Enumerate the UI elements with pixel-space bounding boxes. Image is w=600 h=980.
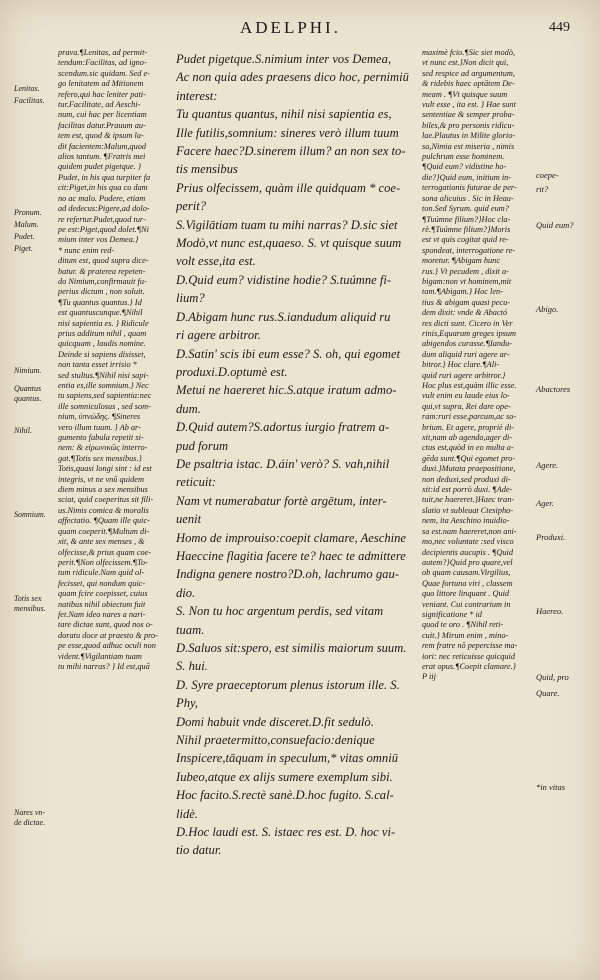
verse-line: D.Saluos sit:spero, est similis maiorum suum.	[176, 641, 407, 655]
verse-line: Ac non quia ades praesens dico hoc, pernimiū	[176, 70, 409, 85]
verse-line: Pudet pigetque.S.nimium inter vos Demea,	[176, 52, 392, 66]
commentary-line: erat opus.¶Coepit clamare.}	[422, 661, 516, 671]
commentary-line: re refertur.Pudet,quod tur-	[58, 214, 146, 224]
verse-line: S. hui.	[176, 659, 208, 674]
verse-line: lium?	[176, 291, 205, 306]
margin-note: Pronum.	[14, 208, 42, 217]
commentary-line: quod te oro . ¶Nihil reti-	[422, 620, 504, 630]
commentary-line: affectatio. ¶Quam ille quic-	[58, 516, 150, 526]
commentary-line: gat.¶Totis sex mensibus.}	[58, 453, 142, 463]
margin-note: coepe-	[536, 170, 559, 180]
commentary-line: nisi sapientia es. } Ridicule	[58, 318, 149, 328]
verse-line: tis mensibus	[176, 162, 238, 177]
verse-line: Prius olfecissem, quàm ille quidquam * coe-	[176, 180, 401, 195]
commentary-line: pe esse,quod adhuc oculi non	[58, 641, 156, 651]
verse-line: lidè.	[176, 806, 199, 821]
commentary-line: go lenitatem ad Mitionem	[58, 79, 144, 89]
verse-line: produxi.D.optumè est.	[176, 364, 288, 379]
margin-note: de dictae.	[14, 818, 46, 827]
margin-note: Haereo.	[536, 606, 564, 616]
verse-line: Hoc facito.S.rectè sanè.D.hoc fugito. S.cal-	[176, 788, 394, 803]
commentary-line: gēda sunt.¶Qui egomet pro-	[422, 453, 515, 463]
verse-line: Homo de improuiso:coepit clamare, Aeschine	[176, 530, 407, 545]
commentary-line: res dicti sunt. Cicero in Ver	[422, 318, 513, 328]
verse-line: D.Quid eum? vidistine hodie? S.tuúmne fi-	[176, 272, 392, 287]
margin-note: mensibus.	[14, 604, 46, 613]
commentary-line: dit facientem:Malum,quod	[58, 141, 147, 151]
commentary-line: fet.Nam ideo nares a nari-	[58, 609, 146, 619]
commentary-line: quicquam , laudis nomine.	[58, 339, 146, 349]
commentary-line: no ac malo. Pudere, etiam	[58, 193, 146, 203]
commentary-line: ¶Quid eum? vidistine ho-	[422, 162, 507, 172]
commentary-line: iori: nec reticuisse quicquid	[422, 651, 516, 661]
commentary-line: maximè fcio.¶Sic siet modò,	[422, 48, 516, 57]
verse-line: volt esse,ita est.	[176, 254, 256, 269]
verse-line: De psaltria istac. D.áin' verò? S. vah,nihil	[176, 456, 390, 471]
page-header	[240, 18, 570, 40]
commentary-line: xit, & ante sex menses , &	[58, 537, 145, 547]
commentary-line: integris, vt ne vnū quidem	[58, 474, 144, 484]
running-head: ADELPHI.	[240, 18, 341, 37]
commentary-line: tur.Facilitate, ad Aeschi-	[58, 100, 141, 110]
margin-note: Totis sex	[14, 594, 42, 603]
margin-note: rit?	[536, 184, 549, 194]
commentary-line: entia es,ille somnium.} Nec	[58, 381, 149, 390]
commentary-line: sed stultus.¶Nihil nisi sapi-	[58, 370, 149, 380]
commentary-line: est vt quis cogitat quid re-	[422, 235, 509, 245]
commentary-line: sa est.nam haereret,non ani-	[422, 526, 517, 536]
verse-line: Indigna genere nostro?D.oh, lachrumo gau-	[176, 567, 399, 582]
commentary-line: dem dixit: vnde & Abactó	[422, 308, 508, 318]
commentary-line: ctus est,quòd in eo multa a-	[422, 443, 514, 453]
commentary-line: pe est:Piget,quod dolet.¶Ni	[58, 224, 149, 234]
margin-note: quantus.	[14, 394, 42, 403]
commentary-line: abigendos curasse.¶Iandu-	[422, 339, 513, 349]
commentary-line: biles,& pro personis ridicu-	[422, 120, 515, 130]
commentary-line: xit,nam ab agendo,ager di-	[422, 433, 513, 443]
commentary-line: quam fcire coepisset, cuius	[58, 589, 148, 599]
margin-note: Quid eum?	[536, 220, 574, 230]
commentary-line: ton.Sed Syrum. quid eum?	[422, 204, 509, 214]
commentary-line: doratu doce at praesto & pro-	[58, 630, 158, 640]
commentary-line: slatio vt subleuat Ctesipho-	[422, 505, 514, 515]
commentary-line: non deduxi,sed produxi di-	[422, 474, 511, 484]
commentary-line: mium inter vos Demea.}	[58, 235, 139, 245]
commentary-line: us.Nimis comica & moralis	[58, 505, 149, 515]
commentary-line: mo,nec voluntate :sed visco	[422, 537, 514, 547]
verse-line: Ille futilis,somnium: sineres verò illum tuum	[176, 125, 399, 140]
margin-note: Agere.	[536, 460, 559, 470]
commentary-line: bigam:non vt hominem,mit	[422, 276, 512, 286]
margin-note: Ager.	[536, 498, 554, 508]
commentary-line: lae.Plautus in Milite glorio-	[422, 131, 516, 141]
commentary-line: die?}Quid eum, initium in-	[422, 172, 512, 182]
commentary-line: quam coeperit.¶Multum di-	[58, 526, 150, 536]
commentary-line: tius & abigam quasi pecu-	[422, 297, 511, 307]
commentary-line: olfecisse,& prius quam coe-	[58, 547, 152, 557]
right-commentary-column	[422, 48, 532, 683]
verse-line: ri agere arbitror.	[176, 328, 261, 343]
commentary-line: nium, ὑπνώδης. ¶Sineres	[58, 412, 141, 422]
margin-note: Abactores	[536, 384, 571, 394]
verse-line: interest:	[176, 88, 218, 103]
commentary-line: Pudet, in his qua turpiter fa	[58, 172, 151, 182]
commentary-line: quid ruri agere arbitror.}	[422, 370, 506, 380]
margin-note: Nares vn-	[14, 808, 46, 817]
commentary-line: ad dedecus:Pigere,ad dolo-	[58, 204, 150, 214]
verse-line: D.Satin' scis ibi eum esse? S. oh, qui egomet	[176, 346, 401, 361]
commentary-line: ¶Tu quantus quantus.} Id	[58, 297, 142, 307]
commentary-line: facilitas datur.Prauum au-	[58, 120, 146, 130]
margin-note: Facilitas.	[14, 96, 45, 105]
verse-line: dio.	[176, 585, 196, 600]
commentary-line: cuit.} Mirum enim , mino-	[422, 630, 509, 640]
commentary-line: tem est, quod & ipsum la-	[58, 131, 144, 141]
commentary-line: diem minus a sex mensibus	[58, 485, 148, 495]
commentary-line: non tanta esset irrisio *	[58, 360, 137, 370]
margin-note: Quare.	[536, 688, 560, 698]
commentary-line: natibus nihil obiectum fuit	[58, 599, 146, 609]
margin-note: Somnium.	[14, 510, 46, 519]
verse-line: Inspicere,tāquam in speculum,* vitas omniū	[176, 751, 398, 766]
commentary-line: veniant. Cui contrarium in	[422, 599, 511, 609]
verse-line: D.Hoc laudi est. S. istaec res est. D. hoc vi-	[176, 825, 396, 840]
commentary-line: tu sapiens,sed sapientia:nec	[58, 391, 152, 401]
verse-line: reticuit:	[176, 475, 217, 490]
commentary-line: rem fratre nō pepercisse ma-	[422, 641, 518, 651]
commentary-line: P iij	[422, 672, 436, 682]
margin-note: Pudet.	[14, 232, 35, 241]
commentary-line: Hoc plus est,quàm illic esse.	[422, 381, 517, 390]
commentary-line: vt nunc est.}Non dicit qui,	[422, 58, 509, 68]
commentary-line: dum aliquid ruri agere ar-	[422, 349, 510, 359]
commentary-line: est quantuscunque.¶Nihil	[58, 308, 143, 318]
commentary-line: significatione * id	[422, 609, 482, 619]
commentary-line: nem: & εἰρωνικῶς interro-	[58, 443, 148, 453]
commentary-line: so,Nimia est miseria , nimis	[422, 141, 515, 151]
commentary-line: vident.¶Vigilantiam tuam	[58, 651, 142, 661]
margin-note: Lenitas.	[14, 84, 40, 93]
page-number: 449	[549, 20, 570, 35]
verse-line: Iubeo,atque ex alijs sumere exemplum sibi.	[176, 769, 393, 784]
commentary-line: sciat, quid coeperitus sit fili-	[58, 495, 154, 505]
margin-note: Nihil.	[14, 426, 33, 435]
margin-note: Quid, pro	[536, 672, 569, 682]
margin-note: Quantus	[14, 384, 42, 393]
commentary-line: & ridebis haec optātem De-	[422, 79, 515, 89]
left-commentary-column	[58, 48, 170, 672]
commentary-line: xit:id est porrò duxi. ¶Ade-	[422, 485, 513, 495]
commentary-line: batur. & praterea repeten-	[58, 266, 146, 276]
commentary-line: quo littore linquant . Quid	[422, 589, 510, 599]
verse-line: dum.	[176, 401, 201, 416]
verse-line: Haeccine flagitia facere te? haec te admittere	[176, 548, 406, 563]
commentary-line: moretur. ¶Abigam hunc	[422, 256, 501, 266]
margin-note: Malum.	[14, 220, 39, 229]
main-text-column	[176, 50, 420, 860]
commentary-line: vult enim eu laude eius lo-	[422, 391, 510, 401]
commentary-line: vero illum tuum. } Ab ar-	[58, 422, 141, 432]
commentary-line: ram:ruri esse,parcum,ac so-	[422, 412, 517, 422]
commentary-line: do Nimium,confirmauit fu-	[58, 276, 147, 286]
commentary-line: prius additum nihil , quam	[58, 328, 147, 338]
commentary-line: sed respice ad argumentum,	[422, 68, 515, 78]
commentary-line: ille somniculosus , sed som-	[58, 401, 151, 411]
commentary-line: qui,vt supra, Rei dare ope-	[422, 401, 511, 411]
commentary-line: rus.} Vt pecudem , dixit a-	[422, 266, 509, 276]
commentary-line: vult esse , ita est. } Hae sunt	[422, 100, 516, 110]
verse-line: uenit	[176, 512, 202, 527]
verse-line: Nam vt numerabatur fortè argētum, inter-	[176, 493, 387, 508]
margin-note: Abigo.	[536, 304, 559, 314]
commentary-line: scendum.sic quidam. Sed e-	[58, 68, 150, 78]
commentary-line: bitror.} Hoc clare.¶Ali-	[422, 360, 500, 370]
commentary-line: cit:Piget,in his qua cu dam	[58, 183, 148, 193]
verse-line: Tu quantus quantus, nihil nisi sapientia es,	[176, 107, 392, 122]
margin-note: Produxi.	[536, 532, 566, 542]
commentary-line: sententiae & semper proba-	[422, 110, 515, 120]
margin-note: Nimium.	[14, 366, 42, 375]
commentary-line: Quae fortuna viri , classem	[422, 578, 513, 588]
verse-line: D.Quid autem?S.adortus iurgio fratrem a-	[176, 420, 390, 435]
verse-line: Metui ne haereret hic.S.atque iratum admo-	[176, 383, 397, 398]
commentary-line: perius dictum , non soluit.	[58, 287, 145, 297]
commentary-line: tam.¶Abigam.} Hoc len-	[422, 287, 503, 297]
commentary-line: tuit,ne haereret.}Haec tran-	[422, 495, 515, 505]
margin-note: Piget.	[14, 244, 33, 253]
commentary-line: nem, ita Aeschino inuidio-	[422, 516, 510, 526]
commentary-line: tare dictae sunt, quod nos o-	[58, 620, 153, 630]
commentary-line: rinis,Equarum greges ipsum	[422, 328, 516, 338]
verse-line: Phy,	[176, 696, 199, 711]
commentary-line: spondeat, interrogatione re-	[422, 245, 516, 255]
commentary-line: sona alicuius . Sic in Heau-	[422, 193, 514, 203]
commentary-line: tum ridicule.Nam quid ol-	[58, 568, 145, 578]
commentary-line: autem?}Quid pro quare,vel	[422, 557, 513, 567]
verse-line: S. Non tu hoc argentum perdis, sed vitam	[176, 604, 384, 619]
verse-line: pud forum	[176, 438, 229, 453]
verse-line: tuam.	[176, 622, 205, 637]
margin-note: *in vitas	[536, 782, 566, 792]
commentary-line: brium. Et agere, propriè di-	[422, 422, 515, 432]
commentary-line: tendum:Facilitas, ad igno-	[58, 58, 147, 68]
verse-line: Facere haec?D.sinerem illum? an non sex to-	[176, 144, 406, 159]
commentary-line: decipientis aucupis . ¶Quid	[422, 547, 513, 557]
commentary-line: terrogationis futurae de per-	[422, 183, 517, 193]
verse-line: tio datur.	[176, 843, 222, 858]
commentary-line: perit.¶Non olfecissem.¶To-	[58, 557, 148, 567]
commentary-line: * nunc enim red-	[58, 245, 115, 255]
commentary-line: quidem pudet pigetque. }	[58, 162, 142, 172]
verse-line: perit?	[176, 199, 207, 214]
verse-line: D. Syre praeceptorum plenus istorum ille. S.	[176, 677, 400, 692]
commentary-line: alios tantum. ¶Fratris mei	[58, 152, 146, 162]
commentary-line: tu mihi narras? } Id est,quā	[58, 661, 150, 671]
commentary-line: refero,qui hac leniter pati-	[58, 89, 146, 99]
commentary-line: ¶Tuúmne filium?}Hoc cla-	[422, 214, 511, 224]
verse-line: D.Abigam hunc rus.S.iandudum aliquid ru	[176, 309, 391, 324]
commentary-line: pulchrum esse hominem.	[422, 152, 505, 162]
commentary-line: rè.¶Tuúmne filium?}Moris	[422, 224, 511, 234]
commentary-line: ob quam causam.Virgilius,	[422, 568, 511, 578]
verse-line: Domi habuit vnde disceret.D.fit sedulò.	[176, 714, 374, 729]
verse-line: S.Vigilātiam tuam tu mihi narras? D.sic siet	[176, 217, 398, 232]
verse-line: Nihil praetermitto,consuefacio:denique	[176, 733, 375, 748]
commentary-line: fecisset, qui nondum quic-	[58, 578, 146, 588]
commentary-line: meam . ¶Vt quisque suum	[422, 89, 508, 99]
commentary-line: Totis,quasi longi sint : id est	[58, 464, 152, 474]
commentary-line: ditum est, quod supra dice-	[58, 256, 149, 266]
commentary-line: Deinde si sapiens dixisset,	[58, 349, 146, 359]
commentary-line: gumento fabula repetit si-	[58, 433, 144, 443]
commentary-line: prava.¶Lenitas, ad permit-	[58, 48, 148, 57]
commentary-line: duxi.}Mutata praepositione,	[422, 464, 516, 474]
commentary-line: num, cui hac per licentiam	[58, 110, 147, 120]
verse-line: Modò,vt nunc est,quaeso. S. vt quisque suum	[176, 236, 402, 251]
